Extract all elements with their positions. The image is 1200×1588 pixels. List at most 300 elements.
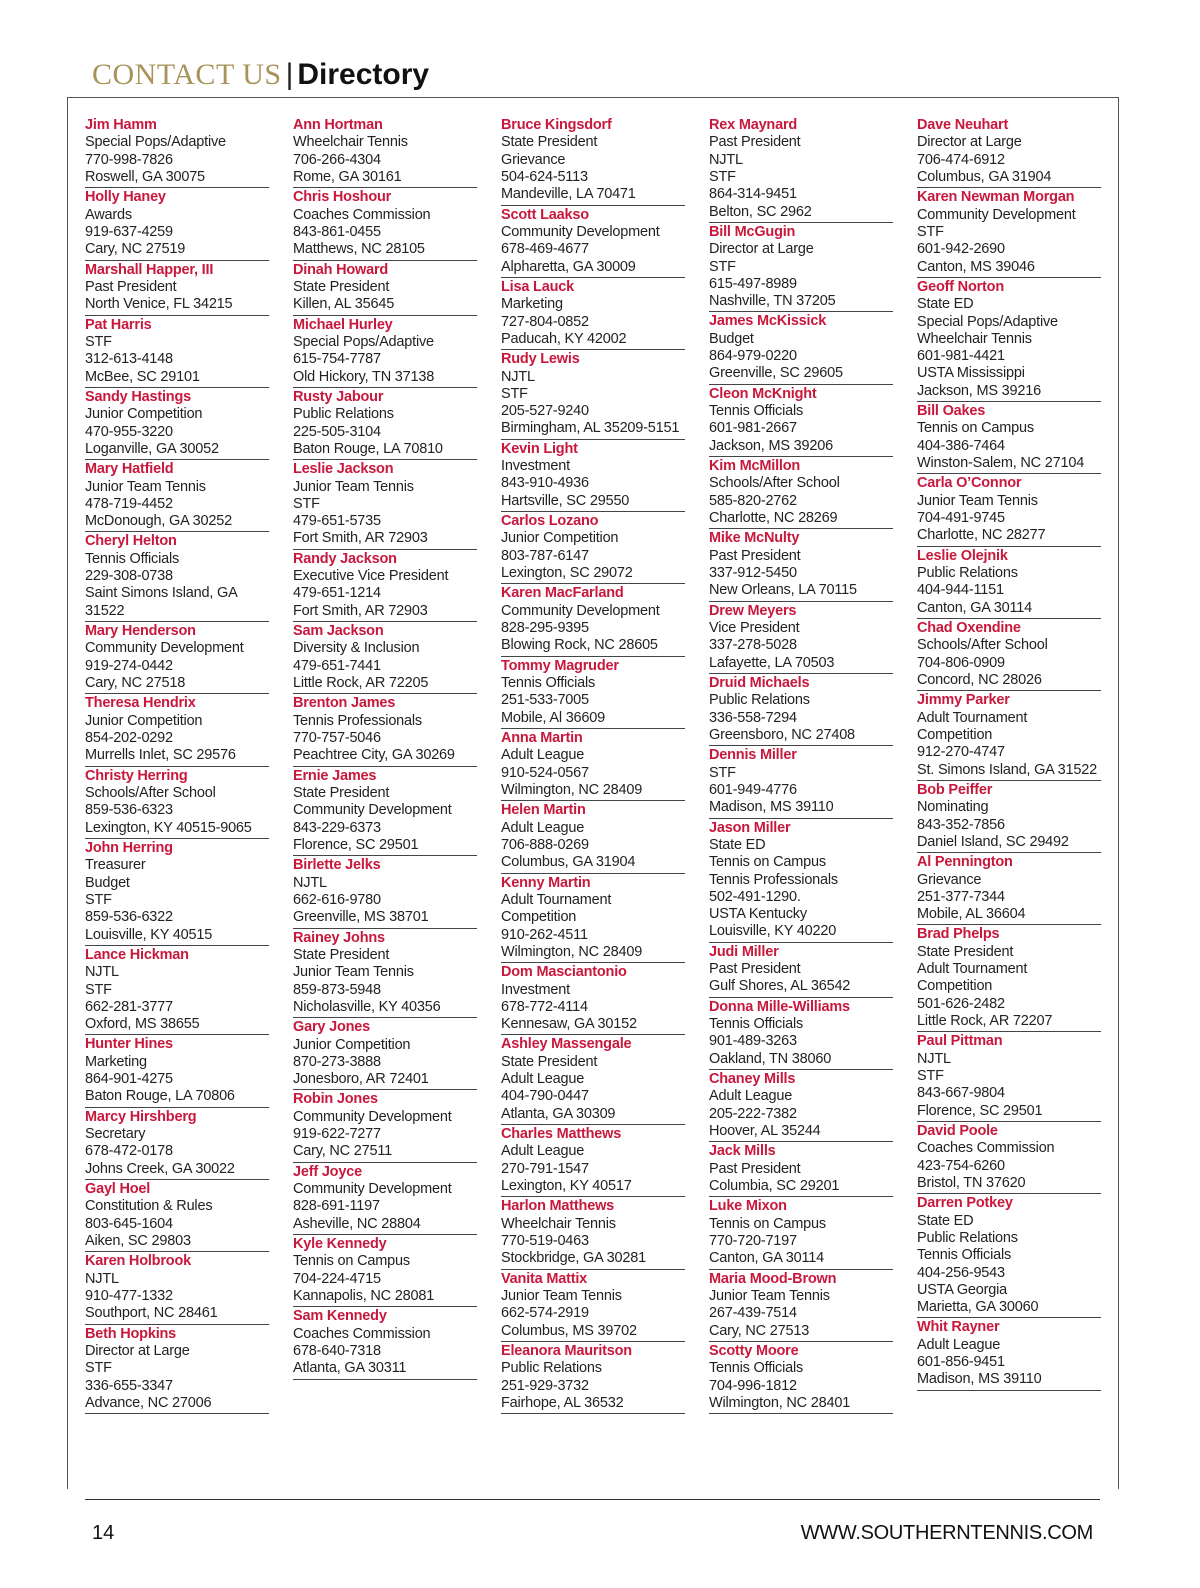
contact-entry (709, 747, 893, 818)
contact-entry (85, 840, 269, 946)
contact-detail: Lafayette, LA 70503 (709, 654, 835, 671)
contact-name: Lisa Lauck (501, 278, 574, 295)
contact-detail: 501-626-2482 (917, 995, 1005, 1012)
contact-detail: Fairhope, AL 36532 (501, 1394, 624, 1411)
contact-detail: 479-651-7441 (293, 657, 381, 674)
contact-detail: 205-222-7382 (709, 1105, 797, 1122)
page-title: Directory (297, 58, 430, 91)
contact-detail: Roswell, GA 30075 (85, 169, 205, 185)
contact-detail: State ED (917, 1212, 974, 1229)
contact-name: Dinah Howard (293, 261, 389, 278)
contact-detail: STF (709, 169, 736, 185)
contact-detail: 31522 (85, 602, 125, 619)
contact-detail: Director at Large (917, 134, 1022, 151)
contact-detail: Adult League (917, 1336, 1001, 1353)
contact-detail: Jonesboro, AR 72401 (293, 1071, 429, 1088)
contact-entry (501, 585, 685, 656)
contact-detail: STF (85, 891, 112, 908)
contact-detail: 843-352-7856 (917, 816, 1005, 833)
contact-detail: Adult League (501, 747, 585, 764)
contact-name: Al Pennington (917, 854, 1013, 871)
contact-detail: 803-787-6147 (501, 547, 589, 564)
contact-detail: Junior Competition (293, 1036, 411, 1053)
contact-detail: NJTL (85, 1270, 119, 1287)
contact-detail: Diversity & Inclusion (293, 640, 420, 657)
contact-name: Pat Harris (85, 316, 152, 333)
contact-detail: USTA Kentucky (709, 906, 807, 923)
contact-entry (501, 1198, 685, 1269)
contact-detail: Mobile, Al 36609 (501, 709, 606, 726)
contact-detail: Murrells Inlet, SC 29576 (85, 747, 236, 764)
contact-name: Chris Hoshour (293, 189, 392, 206)
contact-detail: Southport, NC 28461 (85, 1305, 218, 1322)
contact-name: Druid Michaels (709, 674, 810, 691)
contact-detail: 912-270-4747 (917, 744, 1005, 761)
contact-name: Ashley Massengale (501, 1036, 632, 1053)
contact-detail: Lexington, SC 29072 (501, 565, 633, 582)
contact-detail: Competition (917, 978, 993, 995)
contact-name: Rainey Johns (293, 929, 385, 946)
contact-detail: Hartsville, SC 29550 (501, 492, 630, 509)
contact-detail: Community Development (85, 640, 244, 657)
contact-detail: Community Development (501, 224, 660, 240)
contact-entry (709, 999, 893, 1070)
frame-top-border (67, 97, 1119, 98)
contact-detail: Tennis Officials (501, 675, 596, 692)
contact-name: Mary Henderson (85, 623, 196, 640)
contact-detail: Community Development (917, 206, 1076, 223)
contact-detail: Saint Simons Island, GA (85, 585, 238, 602)
contact-detail: 479-651-5735 (293, 513, 381, 530)
contact-name: Gary Jones (293, 1019, 370, 1036)
contact-detail: STF (709, 258, 736, 275)
contact-name: Jimmy Parker (917, 692, 1010, 709)
contact-detail: Columbus, GA 31904 (501, 854, 636, 871)
contact-name: Harlon Matthews (501, 1198, 615, 1215)
contact-name: Mary Hatfield (85, 461, 174, 478)
contact-name: James McKissick (709, 313, 827, 330)
contact-entry (709, 117, 893, 223)
contact-detail: 678-772-4114 (501, 998, 588, 1015)
contact-entry (709, 603, 893, 674)
contact-detail: 336-558-7294 (709, 709, 797, 726)
contact-name: Vanita Mattix (501, 1270, 588, 1287)
contact-detail: Adult Tournament (917, 961, 1028, 978)
contact-detail: 843-910-4936 (501, 475, 589, 492)
contact-detail: Secretary (85, 1126, 146, 1143)
contact-detail: Public Relations (709, 692, 810, 709)
contact-detail: STF (709, 764, 736, 781)
website-link[interactable]: WWW.SOUTHERNTENNIS.COM (800, 1522, 1093, 1544)
contact-detail: Wheelchair Tennis (293, 134, 408, 151)
contact-detail: Grievance (917, 871, 982, 888)
contact-name: Jack Mills (709, 1143, 776, 1160)
contact-name: Kyle Kennedy (293, 1236, 387, 1253)
contact-detail: STF (293, 495, 320, 512)
contact-name: Rusty Jabour (293, 388, 384, 405)
contact-entry (85, 1326, 269, 1415)
contact-detail: 706-266-4304 (293, 151, 381, 168)
contact-detail: State President (293, 279, 390, 295)
contact-entry (293, 623, 477, 694)
contact-detail: 470-955-3220 (85, 423, 173, 440)
contact-detail: 205-527-9240 (501, 403, 589, 420)
contact-detail: Budget (85, 874, 130, 891)
contact-entry (293, 317, 477, 388)
contact-detail: Cary, NC 27511 (293, 1143, 393, 1160)
contact-name: Ann Hortman (293, 117, 383, 133)
contact-detail: Jackson, MS 39206 (709, 437, 833, 454)
contact-detail: Blowing Rock, NC 28605 (501, 637, 658, 654)
contact-detail: Competition (917, 726, 993, 743)
contact-entry (709, 1143, 893, 1197)
contact-detail: Executive Vice President (293, 568, 449, 585)
contact-entry (709, 1071, 893, 1142)
contact-entry (85, 695, 269, 766)
contact-detail: 502-491-1290. (709, 888, 801, 905)
contact-name: Michael Hurley (293, 316, 393, 333)
contact-entry (709, 820, 893, 943)
contact-detail: Junior Competition (85, 712, 203, 729)
contact-entry (85, 1036, 269, 1107)
contact-detail: 478-719-4452 (85, 495, 173, 512)
contact-detail: Nashville, TN 37205 (709, 293, 836, 310)
contact-detail: 919-637-4259 (85, 224, 173, 240)
contact-name: Jeff Joyce (293, 1163, 362, 1180)
contact-detail: Competition (501, 909, 577, 926)
contact-detail: Marketing (85, 1053, 147, 1070)
contact-name: Cheryl Helton (85, 533, 177, 550)
contact-detail: Tennis Officials (709, 1016, 804, 1033)
contact-detail: Constitution & Rules (85, 1198, 213, 1215)
contact-detail: Coaches Commission (917, 1140, 1055, 1157)
contact-detail: Junior Team Tennis (709, 1288, 830, 1305)
contact-name: Sam Kennedy (293, 1308, 387, 1325)
contact-detail: Tennis Professionals (709, 871, 838, 888)
contact-detail: Winston-Salem, NC 27104 (917, 455, 1085, 472)
frame-left-border (67, 97, 68, 1489)
contact-detail: Madison, MS 39110 (709, 799, 834, 816)
contact-detail: Mandeville, LA 70471 (501, 186, 636, 203)
contact-name: Judi Miller (709, 943, 779, 960)
contact-detail: 770-720-7197 (709, 1233, 797, 1250)
contact-detail: 910-262-4511 (501, 926, 588, 943)
contact-detail: 337-278-5028 (709, 637, 797, 654)
contact-detail: Tennis Officials (85, 550, 180, 567)
contact-entry (293, 389, 477, 460)
contact-detail: Canton, GA 30114 (917, 599, 1033, 616)
contact-detail: NJTL (917, 1050, 951, 1067)
contact-name: Jason Miller (709, 819, 791, 836)
contact-name: Luke Mixon (709, 1198, 787, 1215)
contact-name: Drew Meyers (709, 602, 797, 619)
contact-name: Hunter Hines (85, 1036, 173, 1053)
contact-detail: 678-640-7318 (293, 1343, 381, 1360)
contact-detail: Charlotte, NC 28269 (709, 510, 838, 527)
contact-detail: Oxford, MS 38655 (85, 1016, 200, 1033)
contact-detail: Junior Team Tennis (293, 964, 414, 981)
contact-detail: 615-497-8989 (709, 275, 797, 292)
contact-detail: STF (917, 1068, 944, 1085)
contact-detail: Matthews, NC 28105 (293, 241, 425, 258)
contact-name: Holly Haney (85, 189, 166, 206)
contact-entry (917, 692, 1101, 781)
contact-detail: 615-754-7787 (293, 351, 381, 368)
contact-detail: 251-929-3732 (501, 1377, 589, 1394)
contact-detail: 704-491-9745 (917, 510, 1005, 527)
page-header (92, 58, 429, 98)
contact-entry (709, 313, 893, 384)
directory-column (709, 117, 893, 1415)
contact-name: Bill McGugin (709, 223, 796, 240)
contact-detail: Adult League (501, 1143, 585, 1160)
contact-name: Bruce Kingsdorf (501, 117, 612, 133)
contact-name: Chad Oxendine (917, 619, 1021, 636)
contact-detail: State President (293, 946, 390, 963)
contact-detail: Adult League (501, 1071, 585, 1088)
contact-detail: 770-519-0463 (501, 1233, 589, 1250)
contact-detail: Public Relations (917, 565, 1018, 582)
contact-name: Eleanora Mauritson (501, 1342, 632, 1359)
contact-detail: Grievance (501, 151, 566, 168)
contact-detail: Little Rock, AR 72205 (293, 675, 429, 692)
contact-detail: Junior Competition (85, 406, 203, 423)
contact-detail: 678-469-4677 (501, 241, 589, 258)
contact-detail: USTA Mississippi (917, 365, 1025, 382)
contact-name: Kenny Martin (501, 874, 591, 891)
contact-entry (709, 458, 893, 529)
contact-detail: Loganville, GA 30052 (85, 440, 219, 457)
directory-column (293, 117, 477, 1415)
contact-detail: 678-472-0178 (85, 1143, 173, 1160)
contact-entry (85, 533, 269, 622)
contact-detail: Atlanta, GA 30311 (293, 1360, 407, 1377)
contact-name: Jim Hamm (85, 117, 157, 133)
contact-detail: 770-757-5046 (293, 730, 381, 747)
contact-detail: 919-622-7277 (293, 1126, 381, 1143)
contact-detail: Atlanta, GA 30309 (501, 1105, 616, 1122)
contact-detail: 229-308-0738 (85, 568, 173, 585)
contact-entry (85, 262, 269, 316)
contact-detail: 404-790-0447 (501, 1088, 589, 1105)
contact-entry (917, 475, 1101, 546)
contact-detail: Paducah, KY 42002 (501, 330, 627, 347)
contact-entry (917, 926, 1101, 1032)
contact-detail: Public Relations (501, 1360, 602, 1377)
contact-detail: USTA Georgia (917, 1281, 1008, 1298)
contact-detail: Junior Team Tennis (501, 1288, 622, 1305)
contact-name: Marshall Happer, III (85, 261, 214, 278)
contact-detail: New Orleans, LA 70115 (709, 582, 857, 599)
contact-detail: Columbus, GA 31904 (917, 169, 1052, 185)
contact-name: Geoff Norton (917, 278, 1005, 295)
contact-entry (917, 117, 1101, 188)
contact-entry (917, 782, 1101, 853)
contact-detail: 828-295-9395 (501, 620, 589, 637)
contact-detail: Stockbridge, GA 30281 (501, 1250, 646, 1267)
contact-detail: State President (917, 943, 1014, 960)
contact-name: Maria Mood-Brown (709, 1270, 837, 1287)
contact-entry (293, 551, 477, 622)
header-separator: | (285, 58, 294, 91)
contact-detail: Mobile, AL 36604 (917, 906, 1026, 923)
contact-detail: 910-524-0567 (501, 764, 589, 781)
contact-name: Rudy Lewis (501, 351, 580, 368)
contact-detail: Asheville, NC 28804 (293, 1215, 421, 1232)
contact-entry (85, 1253, 269, 1324)
contact-detail: Wheelchair Tennis (917, 330, 1032, 347)
contact-name: Paul Pittman (917, 1033, 1003, 1050)
contact-name: Tommy Magruder (501, 657, 619, 674)
contact-name: Cleon McKnight (709, 385, 817, 402)
contact-entry (85, 1109, 269, 1180)
contact-detail: 662-616-9780 (293, 891, 381, 908)
contact-detail: 859-536-6323 (85, 802, 173, 819)
contact-name: Sam Jackson (293, 623, 384, 640)
contact-detail: Greensboro, NC 27408 (709, 726, 855, 743)
contact-entry (501, 441, 685, 512)
contact-detail: Community Development (501, 602, 660, 619)
contact-name: Dave Neuhart (917, 117, 1009, 133)
contact-detail: 843-667-9804 (917, 1085, 1005, 1102)
contact-detail: Schools/After School (85, 785, 216, 802)
section-label: CONTACT US (92, 58, 282, 91)
contact-detail: 585-820-2762 (709, 492, 797, 509)
contact-detail: State ED (917, 296, 974, 313)
contact-detail: Junior Team Tennis (85, 478, 206, 495)
contact-detail: Vice President (709, 620, 800, 637)
contact-detail: STF (85, 981, 112, 998)
contact-detail: 601-856-9451 (917, 1354, 1005, 1371)
contact-entry (501, 658, 685, 729)
contact-detail: Adult League (709, 1088, 793, 1105)
contact-entry (501, 117, 685, 206)
contact-entry (85, 947, 269, 1036)
contact-detail: Tennis on Campus (293, 1253, 410, 1270)
contact-detail: Louisville, KY 40220 (709, 923, 837, 940)
contact-detail: 803-645-1604 (85, 1215, 173, 1232)
contact-detail: Special Pops/Adaptive (293, 334, 434, 350)
contact-detail: Killen, AL 35645 (293, 296, 395, 313)
contact-entry (709, 530, 893, 601)
contact-detail: 770-998-7826 (85, 151, 173, 168)
contact-detail: Columbia, SC 29201 (709, 1178, 840, 1195)
contact-detail: Aiken, SC 29803 (85, 1233, 191, 1250)
contact-detail: Director at Large (85, 1343, 190, 1360)
contact-entry (917, 279, 1101, 402)
contact-name: Brenton James (293, 695, 396, 712)
contact-name: Leslie Jackson (293, 461, 394, 478)
contact-entry (917, 189, 1101, 278)
contact-detail: Tennis on Campus (709, 1215, 826, 1232)
contact-detail: Greenville, SC 29605 (709, 365, 843, 382)
contact-detail: 504-624-5113 (501, 169, 588, 185)
contact-entry (85, 189, 269, 260)
contact-entry (709, 944, 893, 998)
contact-detail: 864-979-0220 (709, 348, 797, 365)
contact-detail: 225-505-3104 (293, 423, 381, 440)
contact-detail: Cary, NC 27519 (85, 241, 186, 258)
page-number: 14 (92, 1522, 115, 1544)
contact-detail: 251-533-7005 (501, 692, 589, 709)
contact-name: Christy Herring (85, 767, 188, 784)
contact-detail: Public Relations (917, 1229, 1018, 1246)
contact-entry (917, 548, 1101, 619)
contact-detail: Adult League (501, 819, 585, 836)
contact-detail: 267-439-7514 (709, 1305, 797, 1322)
contact-detail: STF (501, 385, 528, 402)
contact-name: Bill Oakes (917, 403, 986, 420)
directory-column (501, 117, 685, 1415)
contact-entry (293, 461, 477, 550)
contact-detail: 404-944-1151 (917, 582, 1004, 599)
contact-name: Whit Rayner (917, 1319, 1000, 1336)
contact-entry (917, 854, 1101, 925)
contact-detail: 704-224-4715 (293, 1270, 381, 1287)
contact-detail: 251-377-7344 (917, 888, 1005, 905)
contact-entry (85, 768, 269, 839)
contact-detail: 662-281-3777 (85, 998, 173, 1015)
contact-entry (293, 1308, 477, 1379)
contact-detail: North Venice, FL 34215 (85, 296, 233, 313)
contact-name: Robin Jones (293, 1091, 378, 1108)
contact-entry (709, 386, 893, 457)
contact-entry (501, 1271, 685, 1342)
contact-name: Kim McMillon (709, 458, 801, 475)
contact-detail: Community Development (293, 802, 452, 819)
contact-entry (709, 1343, 893, 1414)
contact-detail: 662-574-2919 (501, 1305, 589, 1322)
contact-detail: Birmingham, AL 35209-5151 (501, 420, 680, 437)
contact-detail: Concord, NC 28026 (917, 671, 1042, 688)
contact-entry (293, 1091, 477, 1162)
contact-entry (501, 964, 685, 1035)
contact-detail: 601-981-2667 (709, 420, 797, 437)
contact-detail: Little Rock, AR 72207 (917, 1013, 1053, 1030)
contact-detail: STF (917, 224, 944, 240)
directory-grid (85, 117, 1101, 1415)
contact-entry (917, 1123, 1101, 1194)
contact-name: Rex Maynard (709, 117, 798, 133)
contact-detail: Nominating (917, 799, 989, 816)
contact-detail: Investment (501, 458, 570, 475)
contact-detail: 404-386-7464 (917, 437, 1005, 454)
contact-name: Lance Hickman (85, 946, 189, 963)
contact-name: Donna Mille-Williams (709, 998, 850, 1015)
contact-entry (293, 1164, 477, 1235)
contact-detail: 601-949-4776 (709, 781, 797, 798)
contact-entry (293, 1019, 477, 1090)
contact-entry (501, 513, 685, 584)
contact-detail: 854-202-0292 (85, 730, 173, 747)
contact-detail: Junior Team Tennis (293, 478, 414, 495)
contact-detail: Advance, NC 27006 (85, 1394, 212, 1411)
contact-detail: Lexington, KY 40517 (501, 1178, 632, 1195)
contact-entry (85, 117, 269, 188)
contact-entry (293, 857, 477, 928)
contact-detail: Nicholasville, KY 40356 (293, 998, 441, 1015)
contact-detail: 859-873-5948 (293, 981, 381, 998)
contact-detail: Jackson, MS 39216 (917, 382, 1041, 399)
contact-entry (917, 620, 1101, 691)
contact-detail: Director at Large (709, 241, 814, 258)
contact-detail: Treasurer (85, 857, 146, 874)
contact-detail: Past President (85, 279, 177, 295)
contact-detail: McBee, SC 29101 (85, 368, 200, 385)
contact-entry (917, 1195, 1101, 1318)
contact-detail: Coaches Commission (293, 1325, 431, 1342)
contact-detail: NJTL (709, 151, 743, 168)
